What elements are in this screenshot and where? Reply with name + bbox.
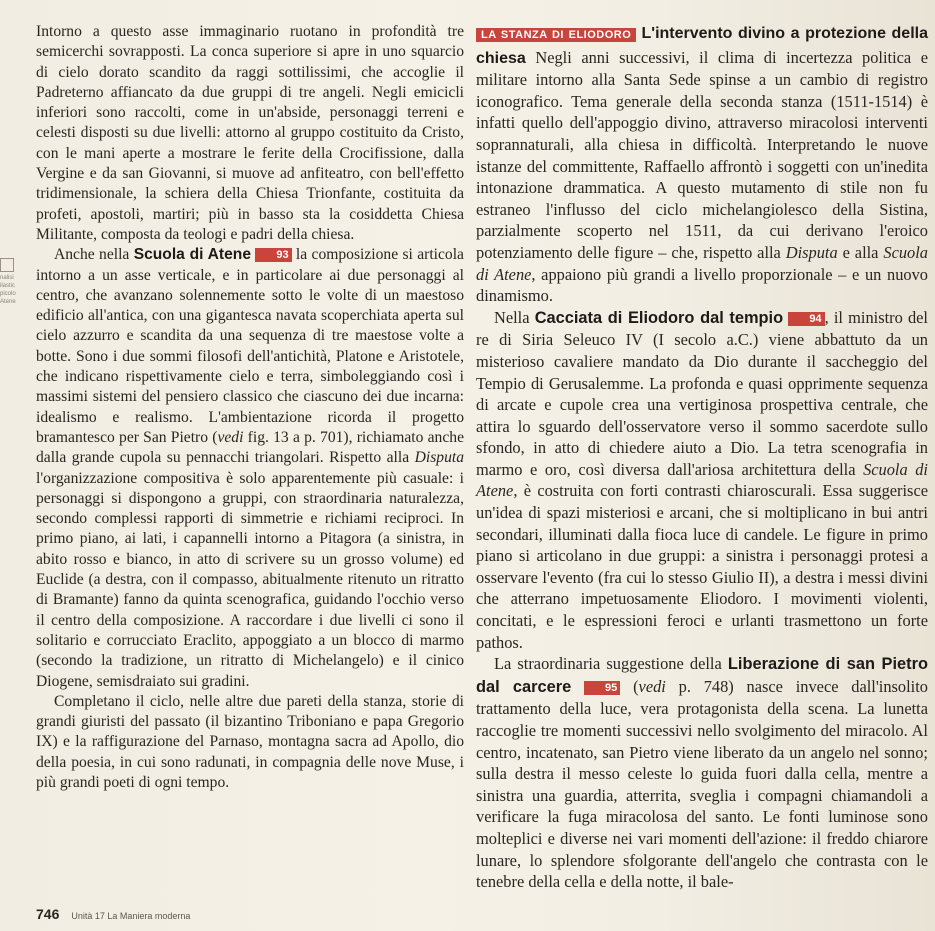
paragraph-liberazione: La straordinaria suggestione della Liberazione di san Pietro dal carcere 95 (vedi p. 748) nasce invece dall'insolito trattamento della luce, vera protagonista della scena. La lunetta raccoglie tre momenti successivi nello svolgimento del miracolo. Al centro, incatenato, san Pietro viene liberato da un angelo nel sonno; sulla destra il messo celeste lo guida fuori dalla cella, mentre a sinistra una guardia, atterrita, sveglia i compagni chiamandoli a verificare la fuga miracolosa del santo. Le fonti luminose sono molteplici e diverse nei vari momenti dell'azione: il freddo chiarore lunare, lo splendore sfolgorante dell'angelo che contrasta con le tenebre della cella e della notte, il bale- [476, 654, 928, 892]
text-run-italic: vedi [638, 676, 666, 696]
paragraph: Intorno a questo asse immaginario ruotano in profondità tre semicerchi sovrapposti. La conca superiore si apre in uno squarcio di cielo dorato scandito da raggi sottilissimi, che accoglie il Padreterno affiancato da due gruppi di tre angeli. Negli emicicli inferiori sono raccolti, come in un'abside, personaggi terreni e celesti disposti su due livelli: attorno al gruppo costituito da Cristo, con le mani aperte a mostrare le ferite della Crocifissione, dalla Vergine e da san Giovanni, si muove ad anfiteatro, con bell'effetto tridimensionale, la schiera della Chiesa Trionfante, costituita da profeti, apostoli, martiri; più in basso sta la cosiddetta Chiesa Militante, composta da teologi e padri della chiesa. [36, 23, 464, 243]
paragraph: Completano il ciclo, nelle altre due pareti della stanza, storie di grandi giuristi del passato (il bizantino Triboniano e papa Gregorio IX) e la raffigurazione del Parnaso, montagna sacra ad Apollo, dio della poesia, in cui sono radunati, in compagnia delle nove Muse, i più grandi poeti di ogni tempo. [36, 692, 464, 791]
margin-note-line: ilastic [0, 283, 16, 289]
text-run-italic: Disputa [414, 449, 464, 467]
paragraph-eliodoro [476, 307, 928, 654]
page-footer [36, 906, 190, 922]
text-run-italic: Scuola di Atene [476, 459, 928, 501]
figure-ref-95[interactable]: 95 [584, 681, 620, 695]
running-head: Unità 17 La Maniera moderna [71, 911, 191, 921]
paragraph-scuola-di-atene [36, 245, 464, 692]
keyword-liberazione-san-pietro: Liberazione di san Pietro dal carcere [476, 655, 928, 696]
margin-note-line: Atene [0, 299, 16, 305]
text-run: , è costruita con forti contrasti chiaroscurali. Essa suggerisce un'idea di spazi misteriosi e arcani, che si moltiplicano in bui antri secondari, illuminati dalla fioca luce di candele. Le figure in primo piano si articolano in due gruppi: a sinistra i personaggi protesi a osservare l'evento (fra cui lo stesso Giulio II), a destra i messi divini che atterrano impetuosamente Eliodoro. I movimenti violenti, concitati, e le espressioni feroci e urlanti trasmettono un forte pathos. [476, 481, 928, 652]
text-run: La straordinaria suggestione della [494, 654, 728, 674]
text-run: , il ministro del re di Siria Seleuco IV (I secolo a.C.) viene abbattuto da un misterioso cavaliere mandato da Dio durante il saccheggio del Tempio di Gerusalemme. La profonda e quasi opprimente sequenza di arcate e cupole crea una vertiginosa prospettiva centrale, che attira lo sguardo dell'osservatore verso il sommo sacerdote sullo sfondo, in atto di chiedere aiuto a Dio. La tetra scenografia in marmo e oro, così diversa dall'ariosa architettura della [476, 307, 928, 479]
figure-ref-94[interactable]: 94 [788, 312, 824, 326]
section-paragraph [476, 22, 928, 307]
text-run: Anche nella [54, 246, 130, 264]
page-number: 746 [36, 906, 60, 922]
text-run: Negli anni successivi, il clima di incertezza politica e militare intorno alla Santa Sede spinse a un cambio di registro iconografico. Tema generale della seconda stanza (1511-1514) è infatti quello dell'appoggio divino, attraverso miracolosi interventi soprannaturali, alla chiesa in difficoltà. Interpretando le nuove istanze del committente, Raffaello affrontò i soggetti con un'inedita intonazione drammatica. A questo mutamento di stile non fu estraneo l'influsso del ciclo michelangiolesco della Sistina, parzialmente scoperto nel 1511, da cui derivano l'eroico potenziamento delle figure – che, rispetto alla [476, 47, 928, 262]
text-run: fig. 13 a p. 701), richiamato anche dalla grande cupola su pennacchi triangolari. Rispetto alla [36, 428, 464, 467]
text-run-italic: Scuola di Atene [476, 242, 928, 284]
margin-note [0, 258, 30, 306]
margin-square-icon [0, 258, 14, 272]
margin-note-line: nalisi [0, 275, 14, 281]
text-run: e alla [837, 242, 884, 262]
text-run: p. 748) nasce invece dall'insolito trattamento della luce, vera protagonista della scena. La lunetta raccoglie tre momenti successivi nello svolgimento del miracolo. Al centro, incatenato, san Pietro viene liberato da un angelo nel sonno; sulla destra il messo celeste lo guida fuori dalla cella, mentre a sinistra una guardia, atterrita, sveglia i compagni chiamandoli a verificare la fuga miracolosa del santo. Le fonti luminose sono molteplici e diverse nei vari momenti dell'azione: il freddo chiarore lunare, lo splendore sfolgorante dell'angelo che contrasta con le tenebre della cella e della notte, il bale- [476, 676, 928, 892]
text-run-italic: vedi [217, 428, 244, 446]
text-run: la composizione si articola intorno a un asse verticale, e in particolare ai due personaggi al centro, che avanzano solennemente sotto le volte di un maestoso edificio all'antica, con una gigantesca navata scoperchiata aperta sul cielo azzurro e scandita da una sequenza di tre maestose volte a botte. Sono i due sommi filosofi dell'antichità, Platone e Aristotele, che indicano rispettivamente cielo e terra, simboleggiando così i massimi sistemi del pensiero classico che ciascuno dei due incarna: idealismo e realismo. L'ambientazione ricorda il progetto bramantesco per San Pietro ( [36, 246, 464, 446]
margin-note-line: picolo [0, 291, 16, 297]
section-title: L'intervento divino a protezione della chiesa [476, 25, 928, 67]
section-tag: LA STANZA DI ELIODORO [476, 28, 636, 42]
text-run: Nella [494, 307, 535, 327]
text-run: , appaiono più grandi a livello proporzionale – e un nuovo dinamismo. [476, 264, 928, 306]
figure-ref-93[interactable]: 93 [255, 248, 291, 262]
text-run-italic: Disputa [785, 242, 838, 262]
keyword-scuola-di-atene: Scuola di Atene [133, 246, 251, 264]
keyword-cacciata-di-eliodoro: Cacciata di Eliodoro dal tempio [534, 308, 784, 327]
left-column [36, 22, 464, 793]
right-column [476, 22, 928, 893]
text-run: l'organizzazione compositiva è solo apparentemente più casuale: i personaggi si dispongono a gruppi, con straordinaria naturalezza, secondo complessi rapporti di simmetrie e richiami reciproci. In primo piano, ai lati, i capannelli intorno a Pitagora (a sinistra, in abito rosso e bianco, in atto di scrivere su un grosso volume) ed Euclide (a destra, con il compasso, abitualmente ritenuto un ritratto di Bramante) fanno da quinta scenografica, guidando l'occhio verso il centro della composizione. A raccordare i due livelli ci sono il solitario e corrucciato Eraclito, appoggiato a un blocco di marmo (secondo la tradizione, un ritratto di Michelangelo) e il cinico Diogene, semisdraiato sui gradini. [36, 469, 464, 690]
